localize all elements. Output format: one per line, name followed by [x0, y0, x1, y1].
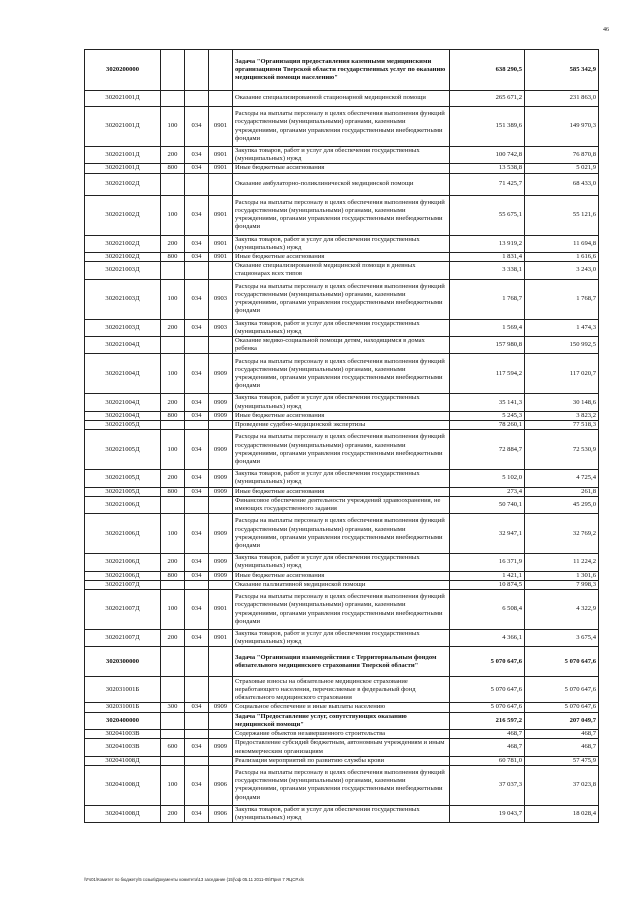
- row-amount-year1: 5 245,3: [450, 411, 525, 420]
- row-section-code: [209, 50, 233, 91]
- row-description: Проведение судебно-медицинской экспертизы: [233, 421, 450, 430]
- row-amount-year2: 72 530,9: [525, 430, 599, 470]
- row-expense-type: 100: [161, 107, 185, 147]
- table-row: [85, 394, 599, 411]
- row-section-code: [209, 756, 233, 765]
- row-code: 302021007Д: [85, 590, 161, 630]
- row-amount-year2: 5 070 647,6: [525, 703, 599, 712]
- row-description: Оказание медико-социальной помощи детям, находящимся в домах ребенка: [233, 337, 450, 354]
- row-description: Расходы на выплаты персоналу в целях обеспечения выполнения функций государственными (муниципальными) органами, казенными учреждениями, органами управления государственными внебюджетными фондами: [233, 354, 450, 394]
- row-description: Закупка товаров, работ и услуг для обеспечения государственных (муниципальных) нужд: [233, 554, 450, 571]
- row-section-code: 0909: [209, 739, 233, 756]
- row-code: 302021005Д: [85, 430, 161, 470]
- row-expense-type: 800: [161, 164, 185, 173]
- row-section-code: 0909: [209, 470, 233, 487]
- row-description: Иные бюджетные ассигнования: [233, 571, 450, 580]
- row-code: 302021001Д: [85, 164, 161, 173]
- row-amount-year2: 7 998,3: [525, 580, 599, 589]
- row-amount-year1: 4 366,1: [450, 630, 525, 647]
- row-amount-year2: 1 301,6: [525, 571, 599, 580]
- row-code: 3020300000: [85, 647, 161, 677]
- row-section-code: [209, 91, 233, 107]
- table-row: [85, 279, 599, 319]
- row-expense-type: [161, 421, 185, 430]
- row-code: 302021005Д: [85, 421, 161, 430]
- row-section-code: [209, 496, 233, 513]
- row-admin-code: [185, 647, 209, 677]
- row-expense-type: 300: [161, 703, 185, 712]
- row-section-code: 0906: [209, 765, 233, 805]
- row-admin-code: [185, 262, 209, 279]
- table-row: [85, 730, 599, 739]
- row-description: Закупка товаров, работ и услуг для обеспечения государственных (муниципальных) нужд: [233, 630, 450, 647]
- row-amount-year2: 117 020,7: [525, 354, 599, 394]
- row-section-code: 0909: [209, 514, 233, 554]
- row-amount-year2: 149 970,3: [525, 107, 599, 147]
- row-expense-type: [161, 730, 185, 739]
- row-section-code: [209, 677, 233, 703]
- row-amount-year1: 468,7: [450, 730, 525, 739]
- row-description: Оказание специализированной медицинской помощи в дневных стационарах всех типов: [233, 262, 450, 279]
- row-description: Иные бюджетные ассигнования: [233, 411, 450, 420]
- row-code: 302031001Б: [85, 677, 161, 703]
- row-amount-year1: 50 740,1: [450, 496, 525, 513]
- row-amount-year1: 1 569,4: [450, 319, 525, 336]
- row-amount-year1: 37 037,3: [450, 765, 525, 805]
- row-code: 302041008Д: [85, 756, 161, 765]
- row-expense-type: 100: [161, 514, 185, 554]
- table-row: [85, 630, 599, 647]
- row-expense-type: 800: [161, 487, 185, 496]
- row-amount-year1: 638 290,5: [450, 50, 525, 91]
- row-section-code: 0909: [209, 571, 233, 580]
- page-number: 46: [603, 27, 609, 33]
- table-row: [85, 739, 599, 756]
- row-code: 302041003В: [85, 739, 161, 756]
- row-code: 302021003Д: [85, 319, 161, 336]
- table-row: [85, 421, 599, 430]
- row-code: 302031001Б: [85, 703, 161, 712]
- row-amount-year2: 261,8: [525, 487, 599, 496]
- table-row: [85, 50, 599, 91]
- row-code: 302021002Д: [85, 173, 161, 195]
- table-row: [85, 430, 599, 470]
- budget-table: [84, 49, 599, 823]
- row-amount-year2: 1 768,7: [525, 279, 599, 319]
- row-amount-year1: 1 768,7: [450, 279, 525, 319]
- row-section-code: 0901: [209, 235, 233, 252]
- row-admin-code: 034: [185, 319, 209, 336]
- row-admin-code: [185, 421, 209, 430]
- row-section-code: [209, 421, 233, 430]
- row-amount-year1: 5 070 647,6: [450, 647, 525, 677]
- row-section-code: 0909: [209, 487, 233, 496]
- row-admin-code: 034: [185, 253, 209, 262]
- row-admin-code: 034: [185, 164, 209, 173]
- row-code: 3020200000: [85, 50, 161, 91]
- row-amount-year1: 5 102,0: [450, 470, 525, 487]
- table-row: [85, 805, 599, 822]
- row-code: 302041008Д: [85, 765, 161, 805]
- row-amount-year2: 55 121,6: [525, 195, 599, 235]
- row-section-code: 0901: [209, 630, 233, 647]
- row-amount-year2: 11 694,8: [525, 235, 599, 252]
- row-code: 302021001Д: [85, 91, 161, 107]
- row-code: 302021002Д: [85, 235, 161, 252]
- row-amount-year2: 1 616,6: [525, 253, 599, 262]
- row-section-code: [209, 262, 233, 279]
- row-expense-type: 100: [161, 430, 185, 470]
- row-amount-year1: 71 425,7: [450, 173, 525, 195]
- table-row: [85, 470, 599, 487]
- row-description: Закупка товаров, работ и услуг для обеспечения государственных (муниципальных) нужд: [233, 319, 450, 336]
- table-row: [85, 262, 599, 279]
- row-amount-year1: 117 594,2: [450, 354, 525, 394]
- row-amount-year1: 13 538,8: [450, 164, 525, 173]
- row-description: Расходы на выплаты персоналу в целях обеспечения выполнения функций государственными (муниципальными) органами, казенными учреждениями, органами управления государственными внебюджетными фондами: [233, 765, 450, 805]
- row-expense-type: [161, 173, 185, 195]
- row-expense-type: [161, 756, 185, 765]
- row-section-code: [209, 712, 233, 729]
- table-row: [85, 173, 599, 195]
- row-admin-code: 034: [185, 630, 209, 647]
- row-amount-year2: 45 295,0: [525, 496, 599, 513]
- row-code: 302021001Д: [85, 147, 161, 164]
- row-expense-type: 200: [161, 630, 185, 647]
- row-admin-code: [185, 730, 209, 739]
- row-section-code: 0909: [209, 703, 233, 712]
- row-admin-code: 034: [185, 107, 209, 147]
- row-amount-year2: 468,7: [525, 730, 599, 739]
- row-expense-type: [161, 50, 185, 91]
- table-row: [85, 235, 599, 252]
- row-description: Закупка товаров, работ и услуг для обеспечения государственных (муниципальных) нужд: [233, 805, 450, 822]
- row-admin-code: 034: [185, 554, 209, 571]
- row-amount-year1: 1 831,4: [450, 253, 525, 262]
- row-amount-year2: 68 433,0: [525, 173, 599, 195]
- row-amount-year1: 468,7: [450, 739, 525, 756]
- file-path-footer: \\Fs01\Комитет по бюджету\5 созыв\Документы комитета\13 заседание (15)\оф 05.11 2011-05\Прил 7 ЯЦСР.xls: [84, 877, 304, 882]
- row-description: Расходы на выплаты персоналу в целях обеспечения выполнения функций государственными (муниципальными) органами, казенными учреждениями, органами управления государственными внебюджетными фондами: [233, 430, 450, 470]
- table-row: [85, 677, 599, 703]
- row-description: Предоставление субсидий бюджетным, автономным учреждениям и иным некоммерческим организациям: [233, 739, 450, 756]
- row-code: 302021004Д: [85, 354, 161, 394]
- table-row: [85, 354, 599, 394]
- row-description: Задача "Организация взаимодействия с Территориальным фондом обязательного медицинского страхования Тверской области": [233, 647, 450, 677]
- row-section-code: 0909: [209, 394, 233, 411]
- row-section-code: 0909: [209, 411, 233, 420]
- table-row: [85, 107, 599, 147]
- row-section-code: 0909: [209, 430, 233, 470]
- row-section-code: 0901: [209, 590, 233, 630]
- row-amount-year1: 13 919,2: [450, 235, 525, 252]
- row-amount-year1: 100 742,8: [450, 147, 525, 164]
- row-code: 302021006Д: [85, 514, 161, 554]
- row-code: 302021003Д: [85, 279, 161, 319]
- row-code: 302021005Д: [85, 487, 161, 496]
- row-description: Иные бюджетные ассигнования: [233, 487, 450, 496]
- row-admin-code: [185, 91, 209, 107]
- table-row: [85, 514, 599, 554]
- row-description: Расходы на выплаты персоналу в целях обеспечения выполнения функций государственными (муниципальными) органами, казенными учреждениями, органами управления государственными внебюджетными фондами: [233, 279, 450, 319]
- row-amount-year1: 32 947,1: [450, 514, 525, 554]
- row-expense-type: 200: [161, 235, 185, 252]
- row-admin-code: 034: [185, 354, 209, 394]
- row-amount-year1: 5 070 647,6: [450, 703, 525, 712]
- row-section-code: 0903: [209, 279, 233, 319]
- row-code: 302021002Д: [85, 195, 161, 235]
- row-amount-year2: 30 148,6: [525, 394, 599, 411]
- row-amount-year1: 55 675,1: [450, 195, 525, 235]
- row-code: 302021004Д: [85, 411, 161, 420]
- row-description: Закупка товаров, работ и услуг для обеспечения государственных (муниципальных) нужд: [233, 235, 450, 252]
- row-admin-code: 034: [185, 430, 209, 470]
- row-admin-code: 034: [185, 514, 209, 554]
- row-admin-code: [185, 173, 209, 195]
- row-description: Задача "Предоставление услуг, сопутствующих оказанию медицинской помощи": [233, 712, 450, 729]
- row-amount-year2: 5 021,9: [525, 164, 599, 173]
- row-description: Оказание амбулаторно-поликлинической медицинской помощи: [233, 173, 450, 195]
- row-admin-code: [185, 580, 209, 589]
- row-expense-type: [161, 337, 185, 354]
- row-code: 302021005Д: [85, 470, 161, 487]
- row-section-code: 0901: [209, 253, 233, 262]
- row-code: 302021007Д: [85, 580, 161, 589]
- row-amount-year1: 72 884,7: [450, 430, 525, 470]
- row-expense-type: 200: [161, 805, 185, 822]
- row-admin-code: [185, 496, 209, 513]
- row-expense-type: 100: [161, 279, 185, 319]
- row-amount-year2: 57 475,9: [525, 756, 599, 765]
- row-amount-year2: 585 342,9: [525, 50, 599, 91]
- row-code: 302021001Д: [85, 107, 161, 147]
- table-row: [85, 164, 599, 173]
- row-expense-type: 800: [161, 411, 185, 420]
- row-admin-code: [185, 337, 209, 354]
- row-description: Расходы на выплаты персоналу в целях обеспечения выполнения функций государственными (муниципальными) органами, казенными учреждениями, органами управления государственными внебюджетными фондами: [233, 195, 450, 235]
- row-amount-year1: 35 141,3: [450, 394, 525, 411]
- row-description: Закупка товаров, работ и услуг для обеспечения государственных (муниципальных) нужд: [233, 147, 450, 164]
- row-amount-year2: 37 023,8: [525, 765, 599, 805]
- table-row: [85, 496, 599, 513]
- table-row: [85, 703, 599, 712]
- row-admin-code: 034: [185, 765, 209, 805]
- row-admin-code: 034: [185, 411, 209, 420]
- row-amount-year2: 3 243,0: [525, 262, 599, 279]
- table-row: [85, 765, 599, 805]
- row-admin-code: 034: [185, 805, 209, 822]
- row-expense-type: [161, 262, 185, 279]
- row-amount-year2: 4 725,4: [525, 470, 599, 487]
- row-amount-year1: 1 421,1: [450, 571, 525, 580]
- row-admin-code: 034: [185, 147, 209, 164]
- row-section-code: [209, 337, 233, 354]
- row-amount-year2: 150 992,5: [525, 337, 599, 354]
- row-expense-type: 800: [161, 571, 185, 580]
- row-amount-year2: 76 870,8: [525, 147, 599, 164]
- row-section-code: 0903: [209, 319, 233, 336]
- row-code: 302021003Д: [85, 262, 161, 279]
- row-code: 302021006Д: [85, 571, 161, 580]
- row-admin-code: 034: [185, 703, 209, 712]
- row-section-code: 0901: [209, 195, 233, 235]
- row-expense-type: 200: [161, 319, 185, 336]
- row-description: Закупка товаров, работ и услуг для обеспечения государственных (муниципальных) нужд: [233, 470, 450, 487]
- row-amount-year1: 157 980,8: [450, 337, 525, 354]
- row-admin-code: 034: [185, 470, 209, 487]
- row-expense-type: 100: [161, 195, 185, 235]
- table-row: [85, 580, 599, 589]
- row-section-code: [209, 173, 233, 195]
- row-amount-year1: 6 508,4: [450, 590, 525, 630]
- row-admin-code: 034: [185, 235, 209, 252]
- row-amount-year1: 19 043,7: [450, 805, 525, 822]
- table-row: [85, 712, 599, 729]
- row-admin-code: [185, 50, 209, 91]
- table-row: [85, 91, 599, 107]
- row-section-code: 0901: [209, 107, 233, 147]
- row-description: Расходы на выплаты персоналу в целях обеспечения выполнения функций государственными (муниципальными) органами, казенными учреждениями, органами управления государственными внебюджетными фондами: [233, 107, 450, 147]
- row-description: Финансовое обеспечение деятельности учреждений здравоохранения, не имеющих государственного задания: [233, 496, 450, 513]
- row-code: 302021007Д: [85, 630, 161, 647]
- row-amount-year2: 5 070 647,6: [525, 677, 599, 703]
- row-amount-year2: 77 518,3: [525, 421, 599, 430]
- row-amount-year1: 216 597,2: [450, 712, 525, 729]
- row-expense-type: 200: [161, 147, 185, 164]
- row-expense-type: [161, 647, 185, 677]
- row-expense-type: 100: [161, 590, 185, 630]
- row-amount-year1: 273,4: [450, 487, 525, 496]
- row-amount-year1: 3 338,1: [450, 262, 525, 279]
- row-amount-year1: 78 260,1: [450, 421, 525, 430]
- row-code: 302021006Д: [85, 496, 161, 513]
- table-row: [85, 253, 599, 262]
- row-admin-code: 034: [185, 394, 209, 411]
- row-admin-code: 034: [185, 279, 209, 319]
- row-amount-year1: 5 070 647,6: [450, 677, 525, 703]
- table-row: [85, 647, 599, 677]
- table-row: [85, 756, 599, 765]
- row-amount-year2: 11 224,2: [525, 554, 599, 571]
- row-description: Задача "Организация предоставления казенными медицинскими организациями Тверской области государственных услуг по оказанию медицинской помощи населению": [233, 50, 450, 91]
- table-row: [85, 571, 599, 580]
- row-description: Иные бюджетные ассигнования: [233, 253, 450, 262]
- row-expense-type: 200: [161, 470, 185, 487]
- row-description: Иные бюджетные ассигнования: [233, 164, 450, 173]
- row-admin-code: 034: [185, 590, 209, 630]
- row-admin-code: 034: [185, 195, 209, 235]
- row-admin-code: 034: [185, 571, 209, 580]
- table-row: [85, 487, 599, 496]
- table-row: [85, 411, 599, 420]
- row-admin-code: [185, 712, 209, 729]
- row-description: Реализация мероприятий по развитию службы крови: [233, 756, 450, 765]
- row-amount-year2: 32 769,2: [525, 514, 599, 554]
- row-amount-year1: 60 781,0: [450, 756, 525, 765]
- row-amount-year2: 18 028,4: [525, 805, 599, 822]
- row-code: 302021004Д: [85, 394, 161, 411]
- row-expense-type: 200: [161, 394, 185, 411]
- table-row: [85, 337, 599, 354]
- row-expense-type: 200: [161, 554, 185, 571]
- row-code: 302041008Д: [85, 805, 161, 822]
- row-amount-year1: 265 671,2: [450, 91, 525, 107]
- row-code: 3020400000: [85, 712, 161, 729]
- row-section-code: [209, 730, 233, 739]
- table-row: [85, 147, 599, 164]
- table-row: [85, 195, 599, 235]
- row-section-code: 0909: [209, 354, 233, 394]
- row-expense-type: 100: [161, 354, 185, 394]
- row-amount-year1: 151 389,6: [450, 107, 525, 147]
- row-section-code: 0901: [209, 147, 233, 164]
- row-section-code: 0906: [209, 805, 233, 822]
- row-admin-code: [185, 756, 209, 765]
- row-section-code: [209, 580, 233, 589]
- row-expense-type: [161, 91, 185, 107]
- row-expense-type: [161, 677, 185, 703]
- row-amount-year2: 3 675,4: [525, 630, 599, 647]
- row-expense-type: 600: [161, 739, 185, 756]
- row-code: 302021004Д: [85, 337, 161, 354]
- table-row: [85, 319, 599, 336]
- row-expense-type: 800: [161, 253, 185, 262]
- row-amount-year2: 1 474,3: [525, 319, 599, 336]
- table-row: [85, 554, 599, 571]
- row-section-code: [209, 647, 233, 677]
- row-description: Закупка товаров, работ и услуг для обеспечения государственных (муниципальных) нужд: [233, 394, 450, 411]
- row-expense-type: [161, 580, 185, 589]
- row-description: Оказание паллиативной медицинской помощи: [233, 580, 450, 589]
- row-amount-year1: 16 371,9: [450, 554, 525, 571]
- row-description: Оказание специализированной стационарной медицинской помощи: [233, 91, 450, 107]
- row-amount-year2: 3 823,2: [525, 411, 599, 420]
- row-description: Содержание объектов незавершенного строительства: [233, 730, 450, 739]
- row-expense-type: 100: [161, 765, 185, 805]
- row-amount-year2: 5 070 647,6: [525, 647, 599, 677]
- row-admin-code: [185, 677, 209, 703]
- row-description: Расходы на выплаты персоналу в целях обеспечения выполнения функций государственными (муниципальными) органами, казенными учреждениями, органами управления государственными внебюджетными фондами: [233, 514, 450, 554]
- row-section-code: 0901: [209, 164, 233, 173]
- row-section-code: 0909: [209, 554, 233, 571]
- row-description: Социальное обеспечение и иные выплаты населению: [233, 703, 450, 712]
- row-code: 302021006Д: [85, 554, 161, 571]
- row-code: 302041003В: [85, 730, 161, 739]
- row-description: Расходы на выплаты персоналу в целях обеспечения выполнения функций государственными (муниципальными) органами, казенными учреждениями, органами управления государственными внебюджетными фондами: [233, 590, 450, 630]
- row-admin-code: 034: [185, 739, 209, 756]
- row-description: Страховые взносы на обязательное медицинское страхование неработающего населения, перечисляемые в федеральный фонд обязательного медицинского страхования: [233, 677, 450, 703]
- row-amount-year2: 231 863,0: [525, 91, 599, 107]
- row-admin-code: 034: [185, 487, 209, 496]
- row-code: 302021002Д: [85, 253, 161, 262]
- row-amount-year1: 10 874,5: [450, 580, 525, 589]
- row-amount-year2: 4 322,9: [525, 590, 599, 630]
- row-amount-year2: 468,7: [525, 739, 599, 756]
- row-expense-type: [161, 496, 185, 513]
- table-row: [85, 590, 599, 630]
- row-amount-year2: 207 049,7: [525, 712, 599, 729]
- row-expense-type: [161, 712, 185, 729]
